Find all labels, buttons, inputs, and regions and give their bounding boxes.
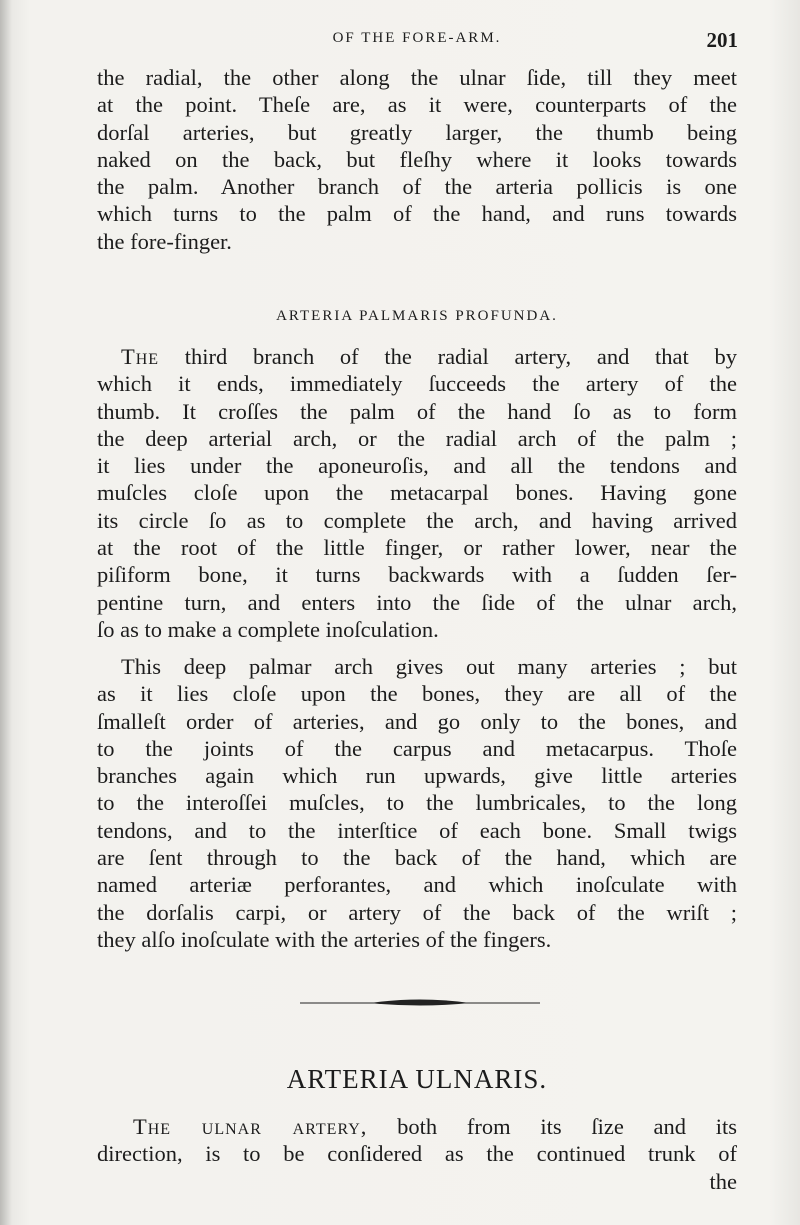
section-heading-ulnaris: ARTERIA ULNARIS. [286,1064,548,1094]
text-line [97,1113,737,1140]
ornamental-rule [300,996,540,1010]
text-line: as it lies cloſe upon the bones, they are all of the [97,681,737,707]
paragraph-continuation [97,64,737,255]
running-head [96,28,738,56]
section-heading-palmaris: ARTERIA PALMARIS PROFUNDA. [276,308,558,324]
text-line: the dorſalis carpi, or artery of the back of the wriſt ; [97,899,737,925]
text-line: thumb. It croſſes the palm of the hand ſo as to form [97,398,737,424]
lead-words: The ulnar artery, [133,1114,368,1139]
text-line: at the root of the little finger, or rather lower, near the [97,535,737,561]
text-line [97,343,737,370]
text-line: its circle ſo as to complete the arch, and having arrived [97,507,737,533]
text-line: muſcles cloſe upon the metacarpal bones. Having gone [97,480,737,506]
text-line: named arteriæ perforantes, and which inoſculate with [97,872,737,898]
running-title: OF THE FORE-ARM. [332,30,502,46]
lead-word: The [121,344,160,369]
text-line: This deep palmar arch gives out many arteries ; but [121,654,737,679]
paragraph-deep-arch [97,653,737,953]
text-line: dorſal arteries, but greatly larger, the thumb being [97,119,737,145]
text-line: it lies under the aponeuroſis, and all the tendons and [97,453,737,479]
text-line: piſiform bone, it turns backwards with a ſudden ſer- [97,562,737,588]
text-line: at the point. Theſe are, as it were, counterparts of the [97,92,737,118]
text-line: the deep arterial arch, or the radial arch of the palm ; [97,425,737,451]
text-line: which it ends, immediately ſucceeds the artery of the [97,371,737,397]
text-line: branches again which run upwards, give little arteries [97,763,737,789]
text-line: ſmalleſt order of arteries, and go only to the bones, and [97,708,737,734]
text-line: they alſo inoſculate with the arteries of the fingers. [97,926,552,952]
paragraph-palmaris [97,343,737,643]
text-fragment: third branch of the radial artery, and that by [159,344,737,369]
text-line: the fore-finger. [97,228,232,254]
text-line: direction, is to be conſidered as the continued trunk of [97,1141,737,1167]
text-fragment: both from its ſize and its [367,1114,737,1139]
text-line: to the interoſſei muſcles, to the lumbricales, to the long [97,790,737,816]
text-line: the palm. Another branch of the arteria pollicis is one [97,174,737,200]
text-line: ſo as to make a complete inoſculation. [97,616,439,642]
text-line: pentine turn, and enters into the ſide of the ulnar arch, [97,589,737,615]
text-line: to the joints of the carpus and metacarpus. Thoſe [97,735,737,761]
text-line: tendons, and to the interſtice of each bone. Small twigs [97,817,737,843]
text-line: the radial, the other along the ulnar ſide, till they meet [97,65,737,90]
gutter-shadow [0,0,12,1225]
paragraph-ulnaris [97,1113,737,1195]
page-number: 201 [706,28,738,52]
text-line: naked on the back, but fleſhy where it looks towards [97,146,737,172]
text-line: which turns to the palm of the hand, and runs towards [97,201,737,227]
catchword: the [709,1168,737,1194]
text-line: are ſent through to the back of the hand, which are [97,845,737,871]
